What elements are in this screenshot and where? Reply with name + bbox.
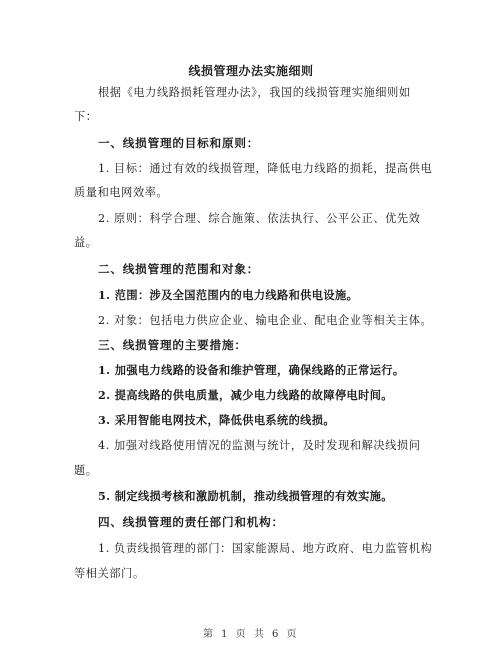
list-item-cont: 益。: [74, 236, 98, 249]
section-heading-1: 一、线损管理的目标和原则：: [98, 136, 260, 150]
document-title: 线损管理办法实施细则: [188, 64, 314, 78]
list-item: 3. 采用智能电网技术，降低供电系统的线损。: [98, 413, 335, 427]
paragraph-intro: 根据《电力线路损耗管理办法》，我国的线损管理实施细则如: [98, 86, 411, 99]
list-item: 4. 加强对线路使用情况的监测与统计，及时发现和解决线损问: [98, 439, 421, 452]
list-item: 1. 负责线损管理的部门：国家能源局、地方政府、电力监管机构: [98, 542, 433, 555]
list-item-cont: 质量和电网效率。: [74, 186, 169, 199]
list-item: 1. 目标：通过有效的线损管理，降低电力线路的损耗，提高供电: [98, 162, 433, 175]
list-item-cont: 题。: [74, 464, 98, 477]
section-heading-4: 四、线损管理的责任部门和机构：: [98, 515, 284, 529]
list-item-cont: 等相关部门。: [74, 567, 145, 580]
paragraph-intro-cont: 下：: [74, 110, 98, 123]
list-item: 1. 加强电力线路的设备和维护管理，确保线路的正常运行。: [98, 363, 405, 377]
list-item: 2. 对象：包括电力供应企业、输电企业、配电企业等相关主体。: [98, 314, 433, 327]
list-item: 5. 制定线损考核和激励机制，推动线损管理的有效实施。: [98, 489, 393, 503]
section-heading-3: 三、线损管理的主要措施：: [98, 338, 247, 352]
section-heading-2: 二、线损管理的范围和对象：: [98, 262, 260, 276]
list-item: 2. 原则：科学合理、综合施策、依法执行、公平公正、优先效: [98, 212, 421, 225]
list-item: 2. 提高线路的供电质量，减少电力线路的故障停电时间。: [98, 388, 393, 402]
list-item: 1. 范围：涉及全国范围内的电力线路和供电设施。: [98, 288, 359, 302]
page-number-footer: 第 1 页 共 6 页: [202, 629, 300, 640]
